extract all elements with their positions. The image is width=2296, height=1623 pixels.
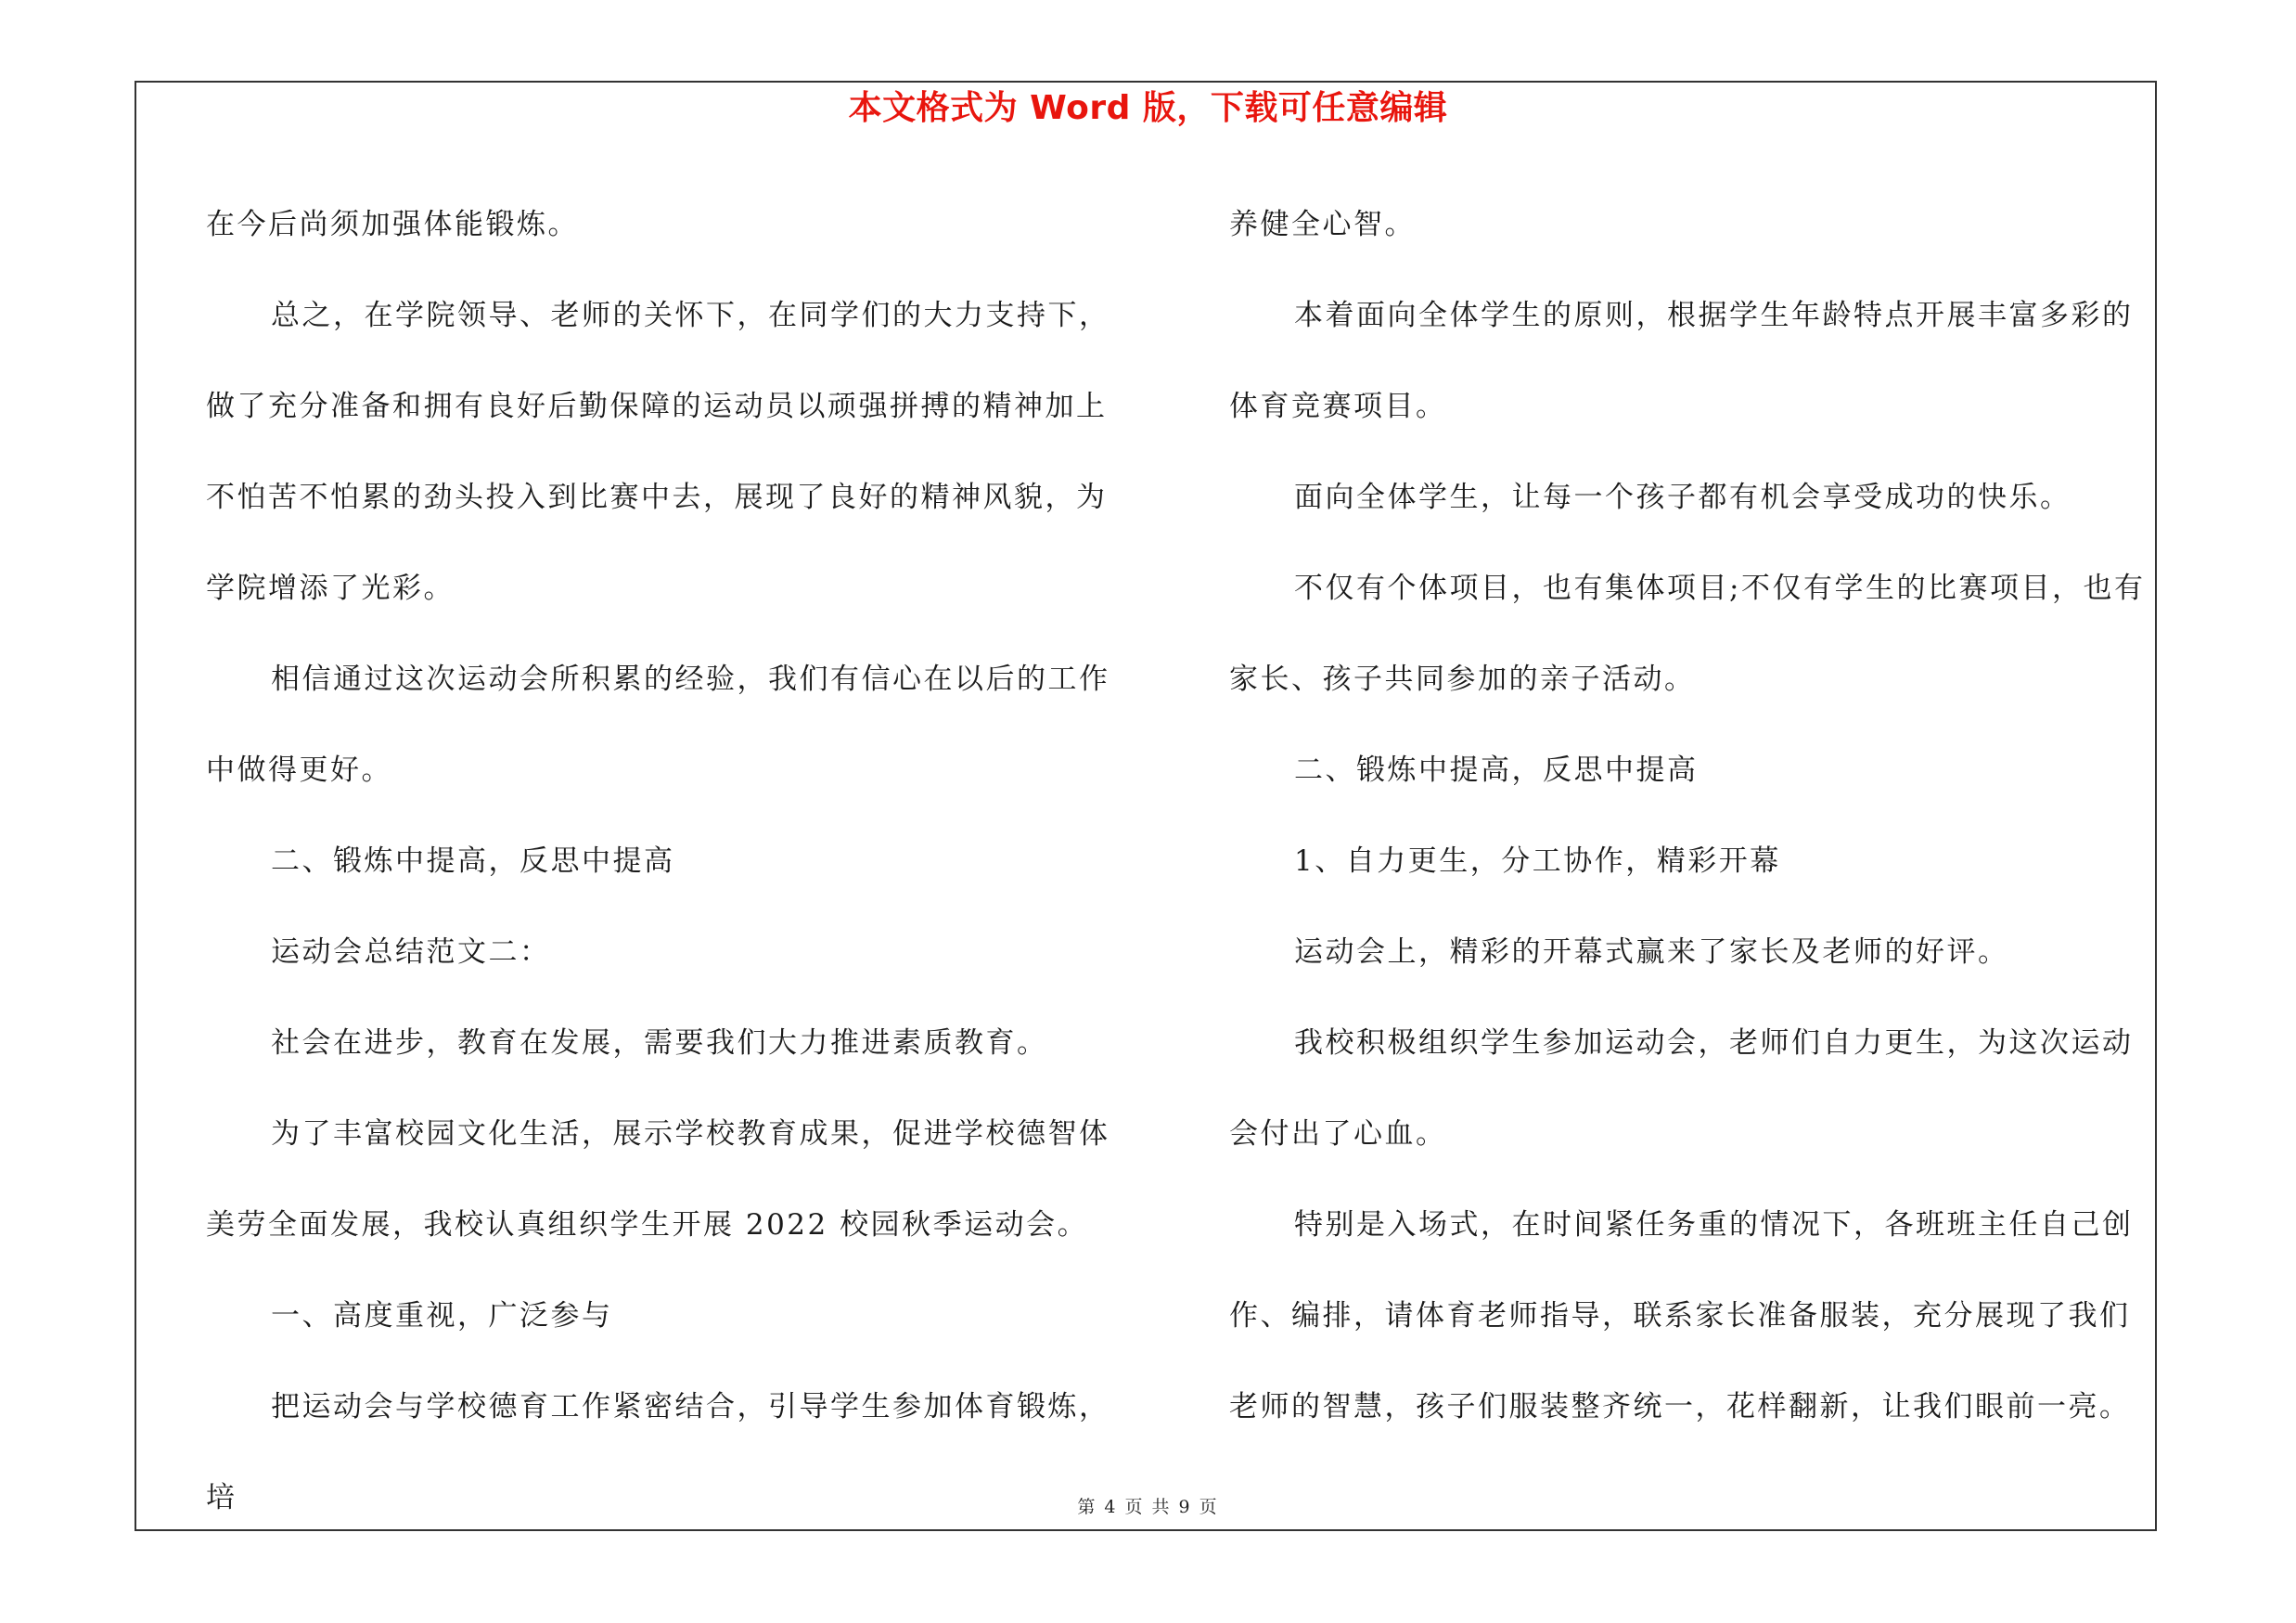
right-paragraph: 特别是入场式，在时间紧任务重的情况下，各班班主任自己创作、编排，请体育老师指导，联系家长准备服装，充分展现了我们老师的智慧，孩子们服装整齐统一，花样翻新，让我们眼前一亮。 xyxy=(1229,1208,2134,1423)
section-heading: 二、锻炼中提高，反思中提高 xyxy=(1294,754,1699,787)
left-paragraph: 社会在进步，教育在发展，需要我们大力推进素质教育。 xyxy=(271,1026,1048,1060)
left-text-column xyxy=(206,179,1124,1543)
left-paragraph-continuation: 在今后尚须加强体能锻炼。 xyxy=(206,208,579,241)
article-title: 运动会总结范文二： xyxy=(271,935,551,969)
subsection-heading: 1、自力更生，分工协作，精彩开幕 xyxy=(1294,844,1781,878)
left-paragraph: 总之，在学院领导、老师的关怀下，在同学们的大力支持下，做了充分准备和拥有良好后勤保障的运动员以顽强拼搏的精神加上不怕苦不怕累的劲头投入到比赛中去，展现了良好的精神风貌，为学院增添了光彩。 xyxy=(206,299,1110,605)
section-heading: 二、锻炼中提高，反思中提高 xyxy=(271,844,675,878)
section-heading: 一、高度重视，广泛参与 xyxy=(271,1299,613,1333)
page-number-footer: 第 4 页 共 9 页 xyxy=(1077,1497,1219,1517)
left-paragraph: 把运动会与学校德育工作紧密结合，引导学生参加体育锻炼，培 xyxy=(206,1390,1110,1514)
right-paragraph-continuation: 养健全心智。 xyxy=(1229,208,1416,241)
document-header-banner: 本文格式为 Word 版，下载可任意编辑 xyxy=(848,89,1448,127)
left-paragraph: 相信通过这次运动会所积累的经验，我们有信心在以后的工作中做得更好。 xyxy=(206,663,1110,787)
left-paragraph: 为了丰富校园文化生活，展示学校教育成果，促进学校德智体美劳全面发展，我校认真组织学生开展 2022 校园秋季运动会。 xyxy=(206,1117,1110,1242)
right-paragraph: 本着面向全体学生的原则，根据学生年龄特点开展丰富多彩的体育竞赛项目。 xyxy=(1229,299,2134,423)
right-paragraph: 面向全体学生，让每一个孩子都有机会享受成功的快乐。 xyxy=(1294,481,2072,514)
right-paragraph: 运动会上，精彩的开幕式赢来了家长及老师的好评。 xyxy=(1294,935,2009,969)
right-text-column xyxy=(1229,179,2148,1452)
right-paragraph: 不仅有个体项目，也有集体项目;不仅有学生的比赛项目，也有家长、孩子共同参加的亲子活动。 xyxy=(1229,572,2146,696)
right-paragraph: 我校积极组织学生参加运动会，老师们自力更生，为这次运动会付出了心血。 xyxy=(1229,1026,2134,1151)
